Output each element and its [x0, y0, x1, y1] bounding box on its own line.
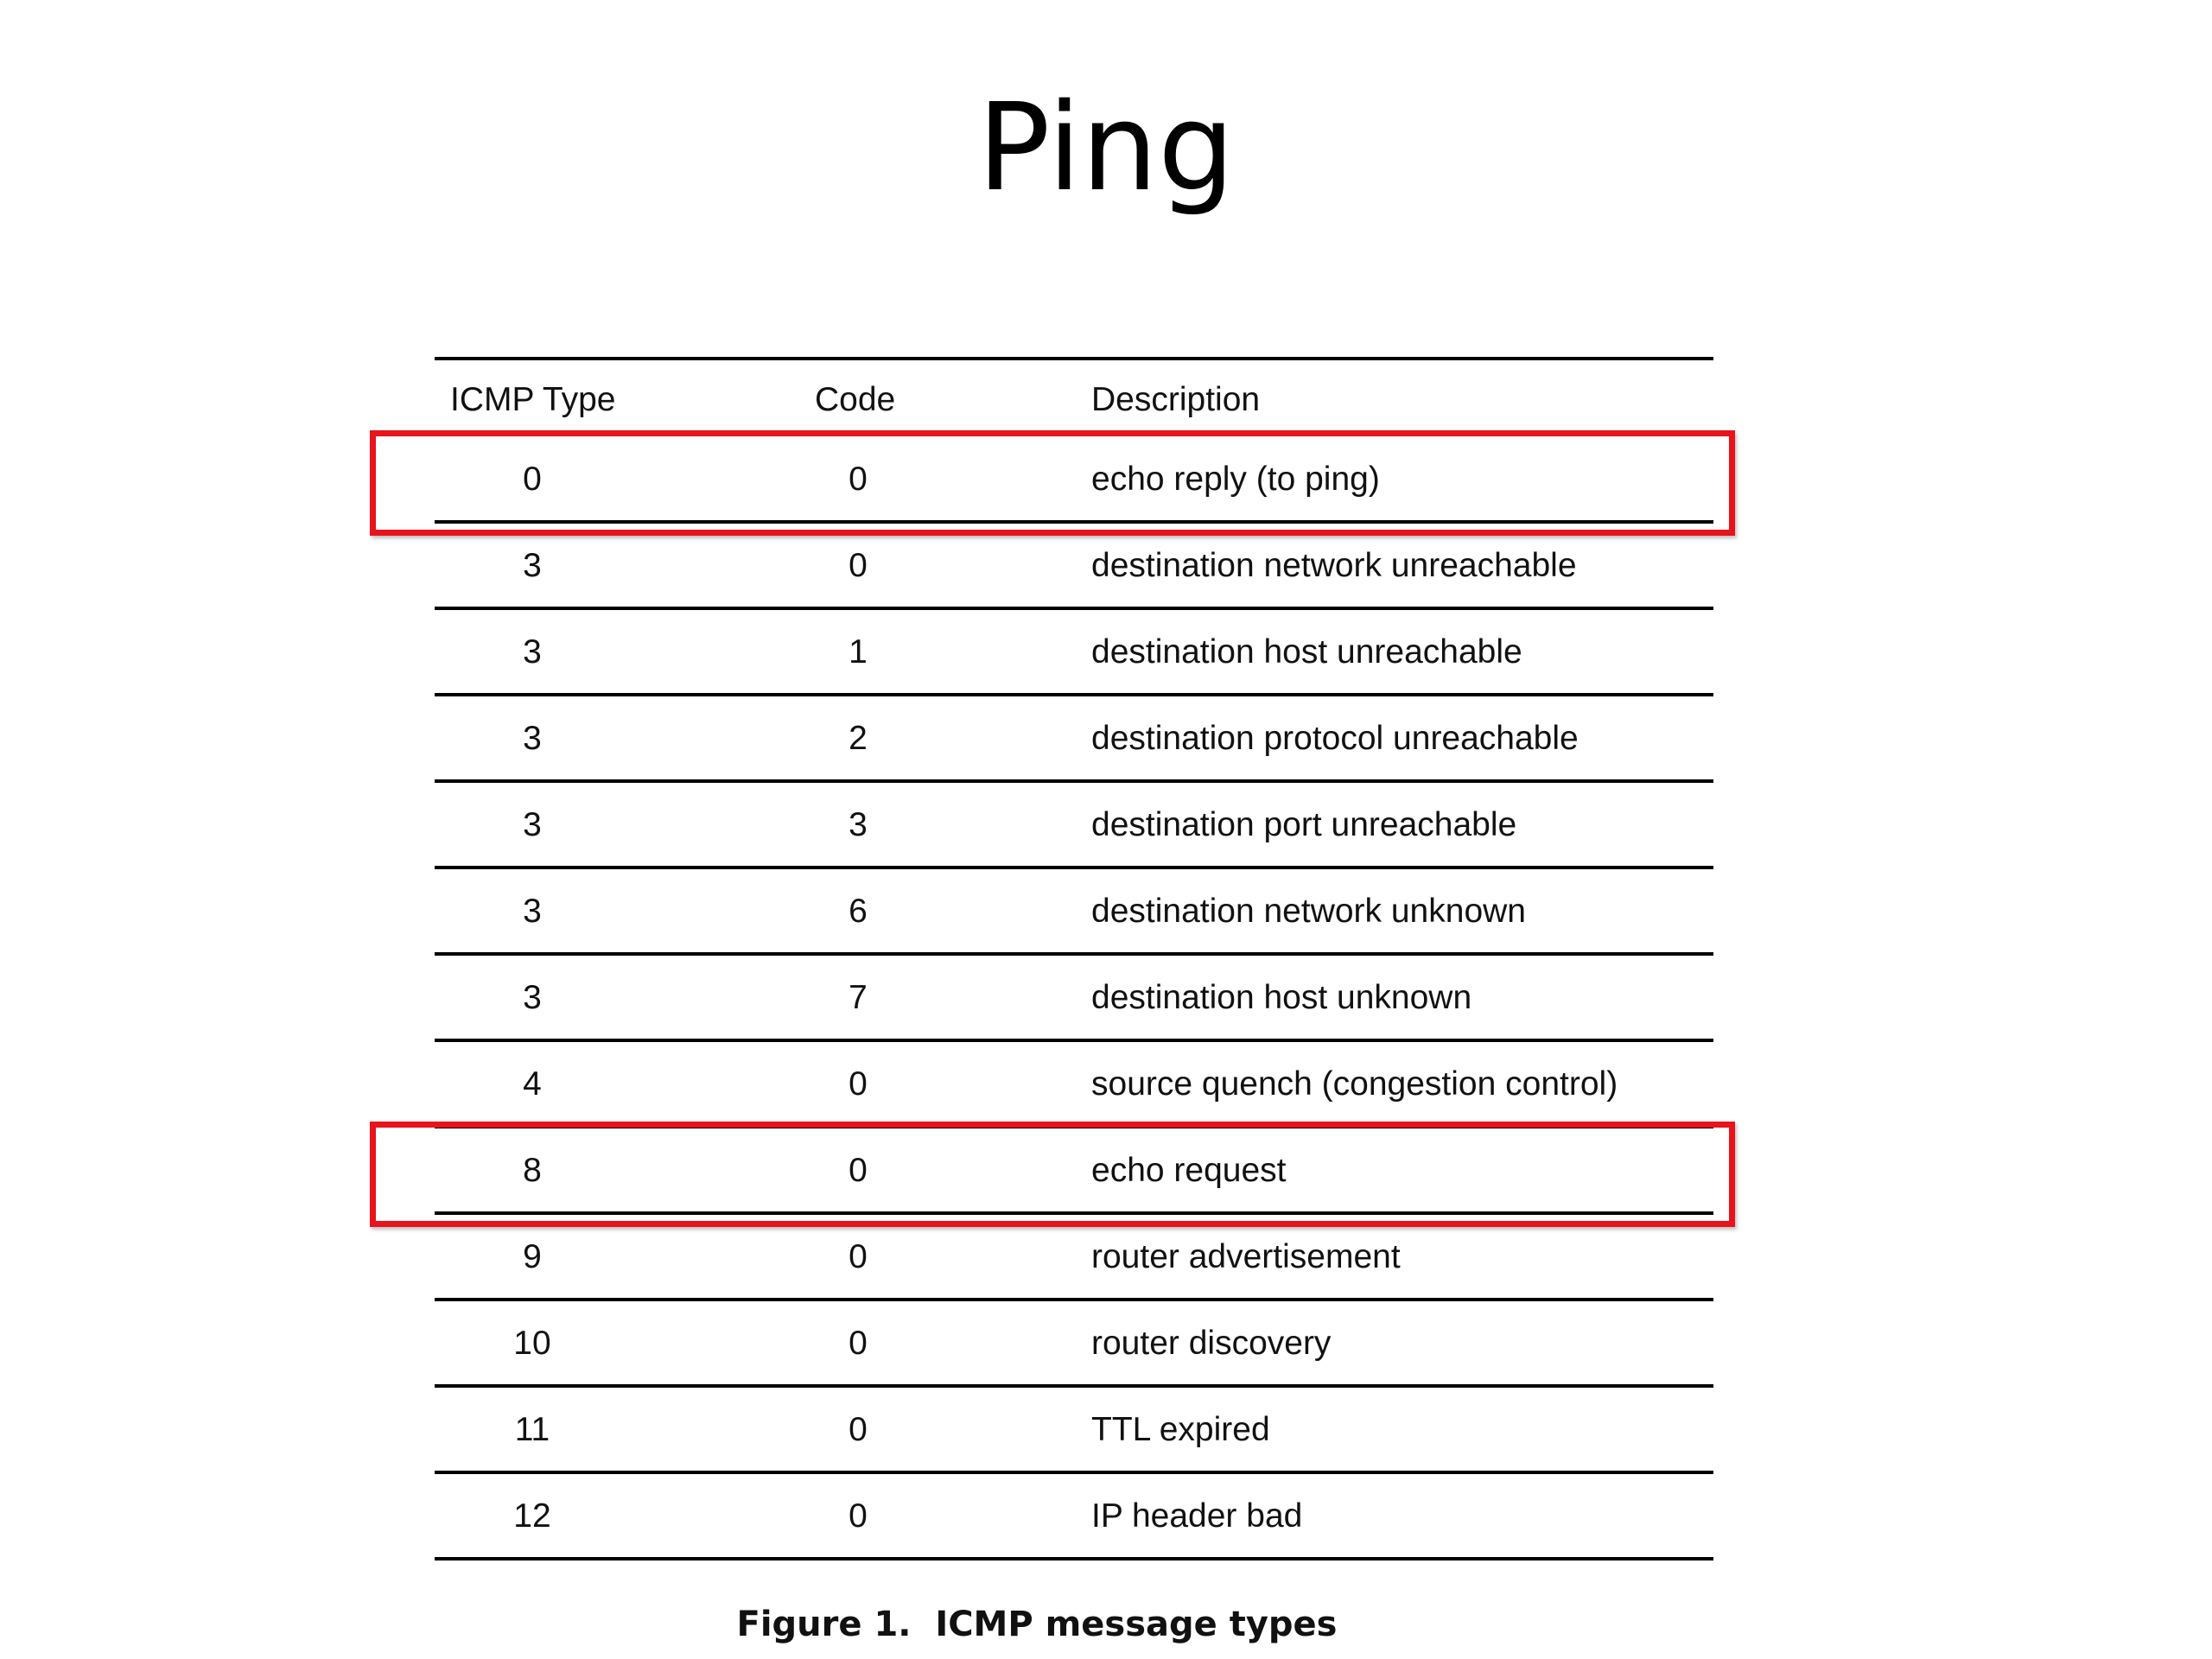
row-icmp-type: 4: [523, 1065, 542, 1103]
table-row: [435, 785, 1713, 869]
header-icmp-type: ICMP Type: [450, 380, 616, 418]
row-code: 6: [849, 893, 868, 930]
row-description: router discovery: [1091, 1325, 1332, 1362]
row-code: 0: [849, 461, 868, 498]
row-code: 3: [849, 806, 868, 843]
row-icmp-type: 12: [513, 1497, 551, 1535]
figure-caption: Figure 1. ICMP message types: [736, 1605, 1338, 1644]
table-row: [435, 1476, 1713, 1560]
row-description: destination port unreachable: [1091, 806, 1517, 843]
row-code: 1: [849, 633, 868, 671]
highlight-box: [370, 430, 1735, 536]
row-icmp-type: 0: [523, 461, 542, 498]
row-icmp-type: 3: [523, 720, 542, 757]
row-icmp-type: 3: [523, 806, 542, 843]
row-description: IP header bad: [1091, 1497, 1303, 1535]
row-description: TTL expired: [1091, 1411, 1270, 1448]
row-description: source quench (congestion control): [1091, 1065, 1618, 1103]
table-row: [435, 1044, 1713, 1128]
row-code: 2: [849, 720, 868, 757]
highlight-box: [370, 1122, 1735, 1227]
table-row: [435, 698, 1713, 783]
table-header-row: [435, 360, 1713, 439]
table-row: [435, 1389, 1713, 1474]
slide-title: Ping: [977, 78, 1235, 219]
header-description: Description: [1091, 380, 1261, 418]
row-code: 0: [849, 547, 868, 584]
row-code: 0: [849, 1065, 868, 1103]
row-description: echo reply (to ping): [1091, 461, 1380, 498]
row-description: destination network unreachable: [1091, 547, 1577, 584]
row-code: 0: [849, 1497, 868, 1535]
row-icmp-type: 11: [514, 1411, 550, 1448]
row-description: destination network unknown: [1091, 893, 1526, 930]
table-row: [435, 612, 1713, 696]
row-description: destination host unreachable: [1091, 633, 1522, 671]
row-description: destination host unknown: [1091, 979, 1472, 1016]
row-description: echo request: [1091, 1152, 1287, 1189]
table-row: [435, 957, 1713, 1042]
row-code: 7: [849, 979, 868, 1016]
row-icmp-type: 3: [523, 547, 542, 584]
row-description: router advertisement: [1091, 1238, 1401, 1275]
row-code: 0: [849, 1238, 868, 1275]
row-description: destination protocol unreachable: [1091, 720, 1579, 757]
row-icmp-type: 3: [523, 893, 542, 930]
table-row: [435, 1217, 1713, 1301]
row-code: 0: [849, 1411, 868, 1448]
row-icmp-type: 9: [523, 1238, 542, 1275]
row-icmp-type: 3: [523, 979, 542, 1016]
header-code: Code: [815, 380, 896, 418]
table-row: [435, 525, 1713, 610]
row-icmp-type: 10: [513, 1325, 551, 1362]
row-code: 0: [849, 1325, 868, 1362]
table-row: [435, 1303, 1713, 1388]
row-icmp-type: 3: [523, 633, 542, 671]
table-row: [435, 871, 1713, 956]
row-code: 0: [849, 1152, 868, 1189]
row-icmp-type: 8: [523, 1152, 542, 1189]
